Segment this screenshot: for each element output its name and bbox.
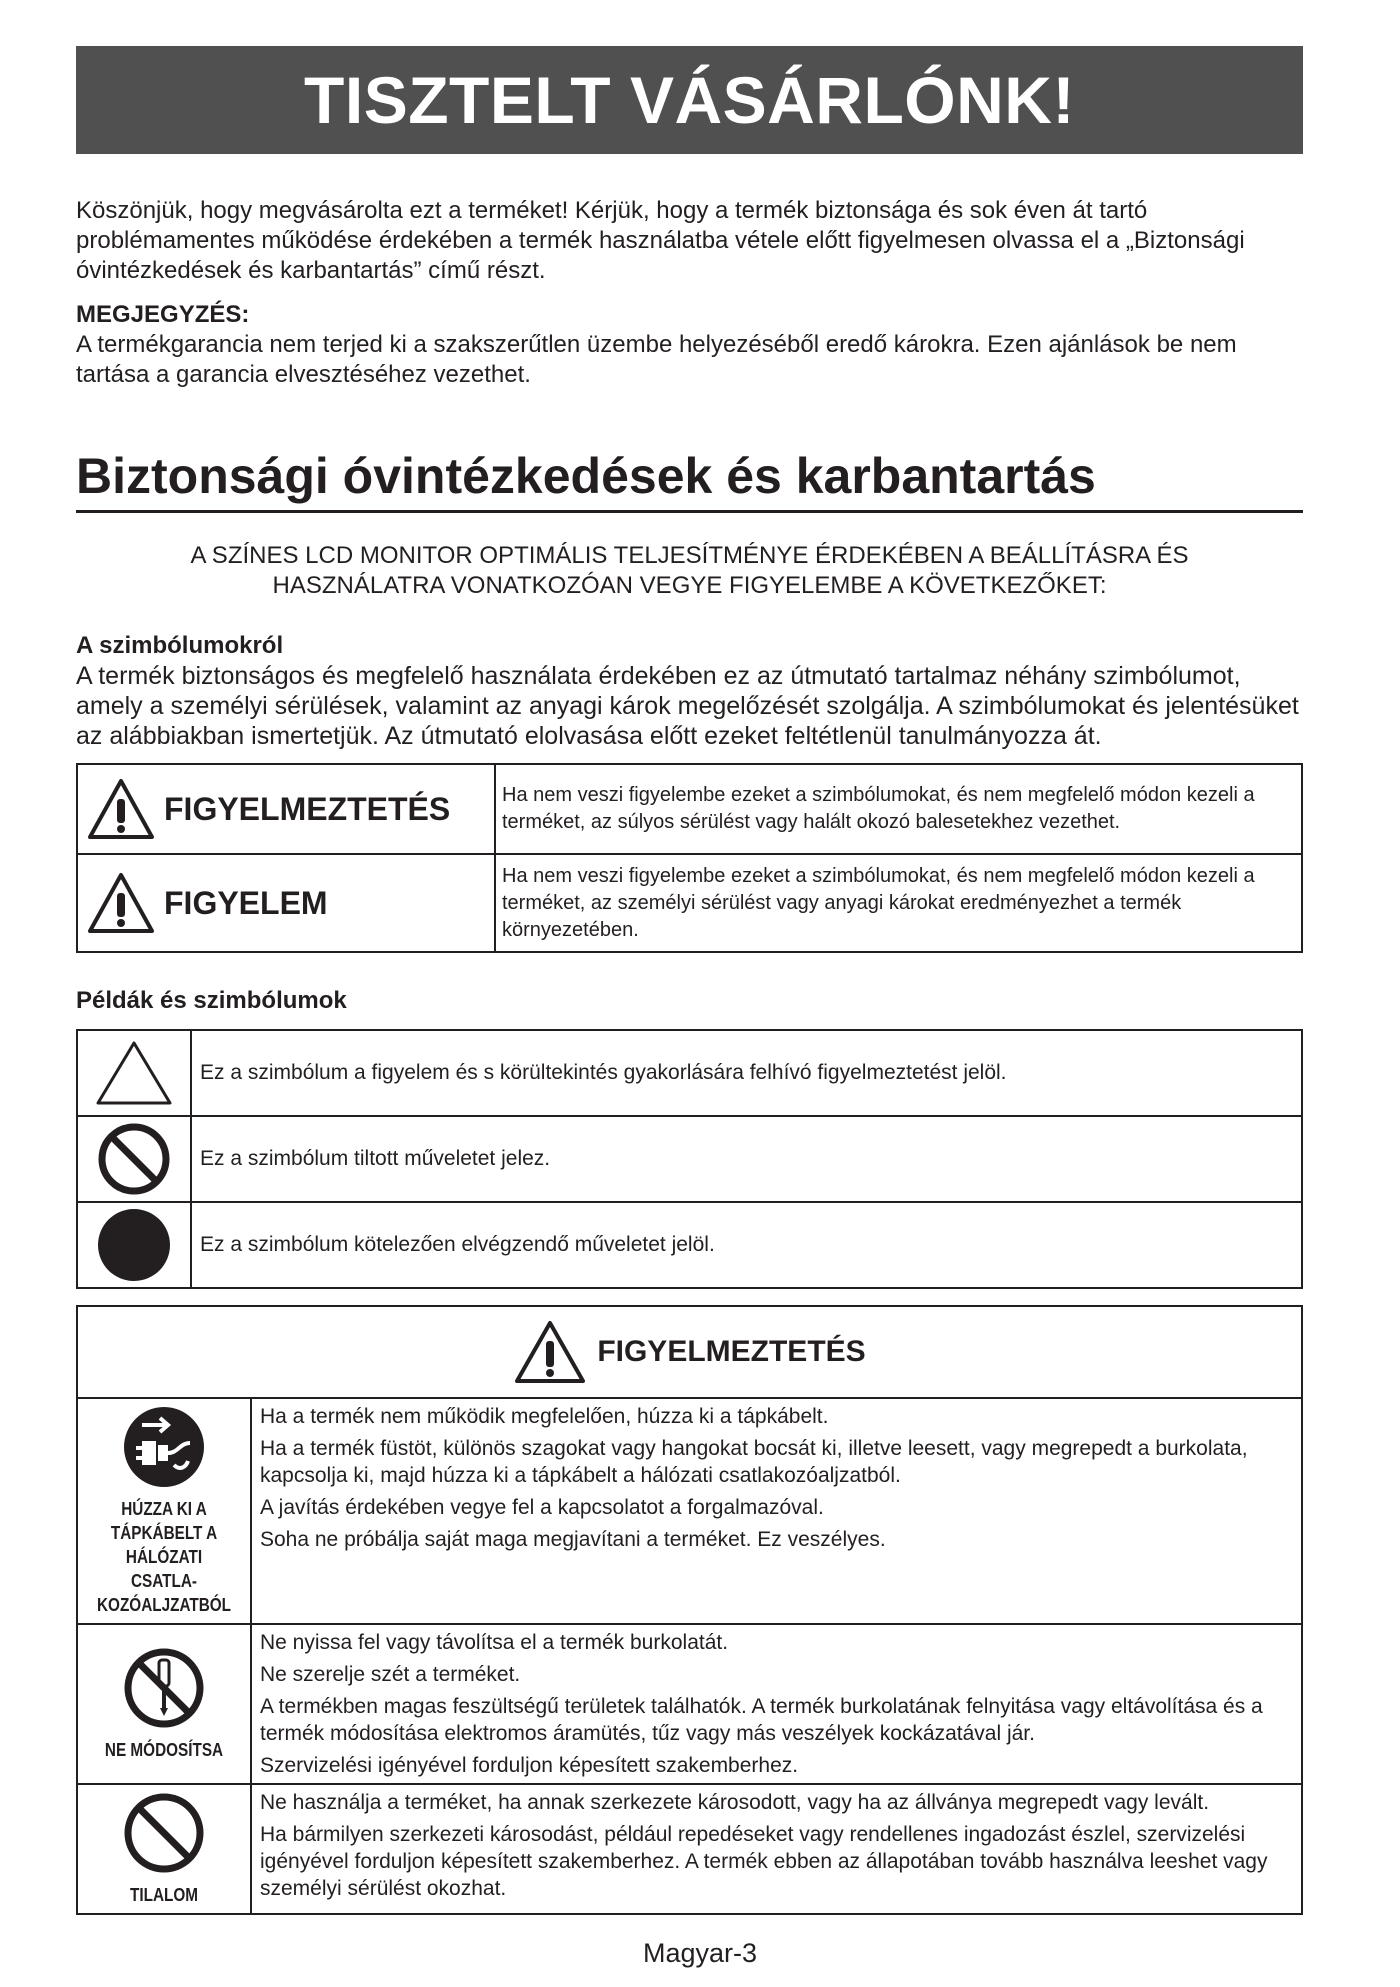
warning-header-title: FIGYELMEZTETÉS [597, 1335, 866, 1368]
warning-header [78, 1307, 1301, 1399]
warning-row-unplug [77, 1398, 1302, 1624]
level-label-caution: FIGYELEM [164, 884, 328, 921]
banner-title: TISZTELT VÁSÁRLÓNK! [304, 63, 1075, 137]
warning-triangle-icon [513, 1319, 587, 1385]
no-disassemble-icon [122, 1646, 206, 1730]
caps-notice [76, 541, 1303, 601]
warning-triangle-icon [86, 871, 156, 935]
warning-triangle-icon [86, 777, 156, 841]
example-text: Ez a szimbólum a figyelem és s körültekintés gyakorlására felhívó figyelmeztetést jelöl. [191, 1030, 1302, 1116]
warning-row-prohibited [77, 1784, 1302, 1914]
example-text: Ez a szimbólum kötelezően elvégzendő műveletet jelöl. [191, 1202, 1302, 1288]
example-row [77, 1202, 1302, 1288]
level-desc-warning: Ha nem veszi figyelembe ezeket a szimbólumokat, és nem megfelelő módon kezeli a terméket, az súlyos sérülést vagy halált okozó balesetekhez vezethet. [495, 764, 1302, 854]
symbols-text: A termék biztonságos és megfelelő használata érdekében ez az útmutató tartalmaz néhány szimbólumot, amely a személyi sérülések, valamint az anyagi károk megelőzését szolgálja. A szimbólumokat és jelentésüket az alábbiakban ismertetjük. Az útmutató elolvasása előtt ezeket feltétlenül tanulmányozza át. [76, 662, 1299, 750]
level-table [76, 763, 1303, 953]
section-title: Biztonsági óvintézkedések és karbantartás [76, 446, 1303, 513]
caps-line-1: A SZÍNES LCD MONITOR OPTIMÁLIS TELJESÍTMÉNYE ÉRDEKÉBEN A BEÁLLÍTÁSRA ÉS [190, 542, 1189, 569]
triangle-icon [94, 1038, 174, 1108]
warning-row-no-modify [77, 1624, 1302, 1784]
level-label-warning: FIGYELMEZTETÉS [164, 790, 451, 827]
example-text: Ez a szimbólum tiltott műveletet jelez. [191, 1116, 1302, 1202]
row-caption: HÚZZA KI A TÁPKÁBELT A HÁLÓZATI CSATLA- KOZÓALJZATBÓL [96, 1499, 232, 1615]
caps-line-2: HASZNÁLATRA VONATKOZÓAN VEGYE FIGYELEMBE A KÖVETKEZŐKET: [272, 572, 1107, 599]
unplug-icon [122, 1405, 206, 1489]
row-text: Ne használja a terméket, ha annak szerkezete károsodott, vagy ha az állványa megrepedt vagy levált. Ha bármilyen szerkezeti károsodást, például repedéseket vagy rendellenes ingadozást észlel, szervizelési igényével forduljon képesített szakemberhez. A termék ebben az állapotában tovább használva leeshet vagy személyi sérülést okozhat. [251, 1784, 1302, 1914]
examples-title: Példák és szimbólumok [76, 987, 347, 1014]
examples-table [76, 1029, 1303, 1289]
note-title: MEGJEGYZÉS: [76, 301, 250, 328]
warning-table [76, 1397, 1303, 1915]
page [76, 46, 1303, 1915]
level-row-warning [77, 764, 1302, 854]
level-row-caution [77, 854, 1302, 952]
warning-box [76, 1305, 1303, 1915]
page-banner [76, 46, 1303, 154]
example-row [77, 1030, 1302, 1116]
page-number: Magyar-3 [642, 1938, 758, 1968]
row-text: Ha a termék nem működik megfelelően, húzza ki a tápkábelt. Ha a termék füstöt, különös szagokat vagy hangokat bocsát ki, illetve leesett, vagy megrepedt a burkolata, kapcsolja ki, majd húzza ki a tápkábelt a hálózati csatlakozóaljzatból. A javítás érdekében vegye fel a kapcsolatot a forgalmazóval. Soha ne próbálja saját maga megjavítani a terméket. Ez veszélyes. [251, 1398, 1302, 1624]
symbols-title: A szimbólumokról [76, 632, 284, 659]
prohibited-icon [96, 1121, 172, 1197]
filled-circle-icon [96, 1207, 172, 1283]
row-caption: NE MÓDOSÍTSA [104, 1740, 224, 1760]
note-text: A termékgarancia nem terjed ki a szakszerűtlen üzembe helyezéséből eredő károkra. Ezen ajánlások be nem tartása a garancia elvesztéséhez vezethet. [76, 331, 1237, 388]
level-desc-caution: Ha nem veszi figyelembe ezeket a szimbólumokat, és nem megfelelő módon kezeli a terméket, az személyi sérülést vagy anyagi károkat eredményezhet a termék környezetében. [495, 854, 1302, 952]
prohibited-icon [122, 1791, 206, 1875]
row-text: Ne nyissa fel vagy távolítsa el a termék burkolatát. Ne szerelje szét a terméket. A termékben magas feszültségű területek találhatók. A termék burkolatának felnyitása vagy eltávolítása és a termék módosítása elektromos áramütés, tűz vagy más veszélyek kockázatával jár. Szervizelési igényével forduljon képesített szakemberhez. [251, 1624, 1302, 1784]
intro-text: Köszönjük, hogy megvásárolta ezt a terméket! Kérjük, hogy a termék biztonsága és sok éven át tartó problémamentes működése érdekében a termék használatba vétele előtt figyelmesen olvassa el a „Biztonsági óvintézkedések és karbantartás” című részt. [76, 197, 1245, 284]
example-row [77, 1116, 1302, 1202]
row-caption: TILALOM [130, 1885, 198, 1905]
